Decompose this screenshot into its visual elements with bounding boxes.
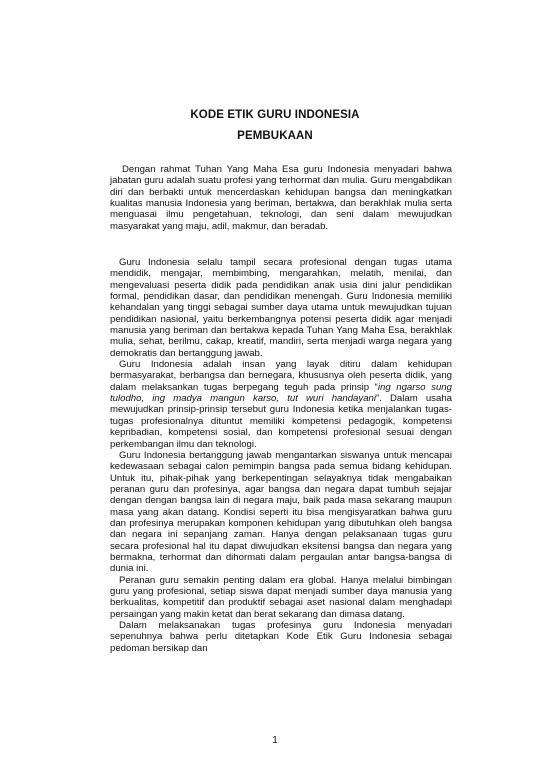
page-number: 1 <box>272 735 278 746</box>
paragraph: Dengan rahmat Tuhan Yang Maha Esa guru Indonesia menyadari bahwa jabatan guru adalah suatu profesi yang terhormat dan mulia. Guru mengabdikan diri dan berbakti untuk mencerdaskan kehidupan bangsa dan meningkatkan kualitas manusia Indonesia yang beriman, bertakwa, dan berakhlak mulia serta menguasai ilmu pengetahuan, teknologi, dan seni dalam mewujudkan masyarakat yang maju, adil, makmur, dan beradab. <box>110 164 452 232</box>
section-heading: PEMBUKAAN <box>237 130 313 142</box>
paragraph-text: Guru Indonesia adalah insan yang layak ditiru dalam kehidupan bermasyarakat, berbangsa dan bernegara, khususnya oleh peserta didik, yang dalam melaksankan tugas berpegang teguh pada prinsip “ <box>110 359 452 393</box>
paragraph: Guru Indonesia selalu tampil secara profesional dengan tugas utama mendidik, mengajar, membimbing, mengarahkan, melatih, menilai, dan mengevaluasi peserta didik pada pendidikan anak usia dini jalur pendidikan formal, pendidikan dasar, dan pendidikan menengah. Guru Indonesia memiliki kehandalan yang tinggi sebagai sumber daya utama untuk mewujudkan tujuan pendidikan nasional, yaitu berkembangnya potensi peserta didik agar menjadi manusia yang beriman dan bertakwa kepada Tuhan Yang Maha Esa, berakhlak mulia, sehat, berilmu, cakap, kreatif, mandiri, serta menjadi warga negara yang demokratis dan bertanggung jawab. <box>110 257 452 359</box>
paragraph <box>110 359 452 450</box>
paragraph: Peranan guru semakin penting dalam era global. Hanya melalui bimbingan guru yang profesional, setiap siswa dapat menjadi sumber daya manusia yang berkualitas, kompetitif dan produktif sebagai aset nasional dalam menghadapi persaingan yang makin ketat dan berat sekarang dan dimasa datang. <box>110 574 452 620</box>
paragraph: Guru Indonesia bertanggung jawab mengantarkan siswanya untuk mencapai kedewasaan sebagai calon pemimpin bangsa pada semua bidang kehidupan. Untuk itu, pihak-pihak yang berkepentingan selayaknya tidak mengabaikan peranan guru dan profesinya, agar bangsa dan negara dapat tumbuh sejajar dengan dengan bangsa lain di negara maju, baik pada masa sekarang maupun masa yang akan datang. Kondisi seperti itu bisa mengisyaratkan bahwa guru dan profesinya merupakan komponen kehidupan yang dibutuhkan oleh bangsa dan negara ini sepanjang zaman. Hanya dengan pelaksanaan tugas guru secara profesional hal itu dapat diwujudkan eksitensi bangsa dan negara yang bermakna, terhormat dan dihormati dalam pergaulan antar bangsa-bangsa di dunia ini. <box>110 449 452 575</box>
document-title: KODE ETIK GURU INDONESIA <box>190 109 360 121</box>
motto-text: ing ngarso sung tulodho, ing madya mangun karso, tut wuri handayani <box>110 381 452 405</box>
paragraph-block-1 <box>110 164 452 232</box>
paragraph: Dalam melaksanakan tugas profesinya guru Indonesia menyadari sepenuhnya bahwa perlu ditetapkan Kode Etik Guru Indonesia sebagai pedoman bersikap dan <box>110 620 452 654</box>
paragraph-block-2 <box>110 257 452 654</box>
paragraph-text: ”. Dalam usaha mewujudkan prinsip-prinsip tersebut guru Indonesia ketika menjalankan tugas-tugas profesionalnya dituntut memiliki kompetensi pedagogik, kompetensi kepribadian, kompetensi sosial, dan kompetensi profesional sesuai dengan perkembangan ilmu dan teknologi. <box>110 393 452 450</box>
